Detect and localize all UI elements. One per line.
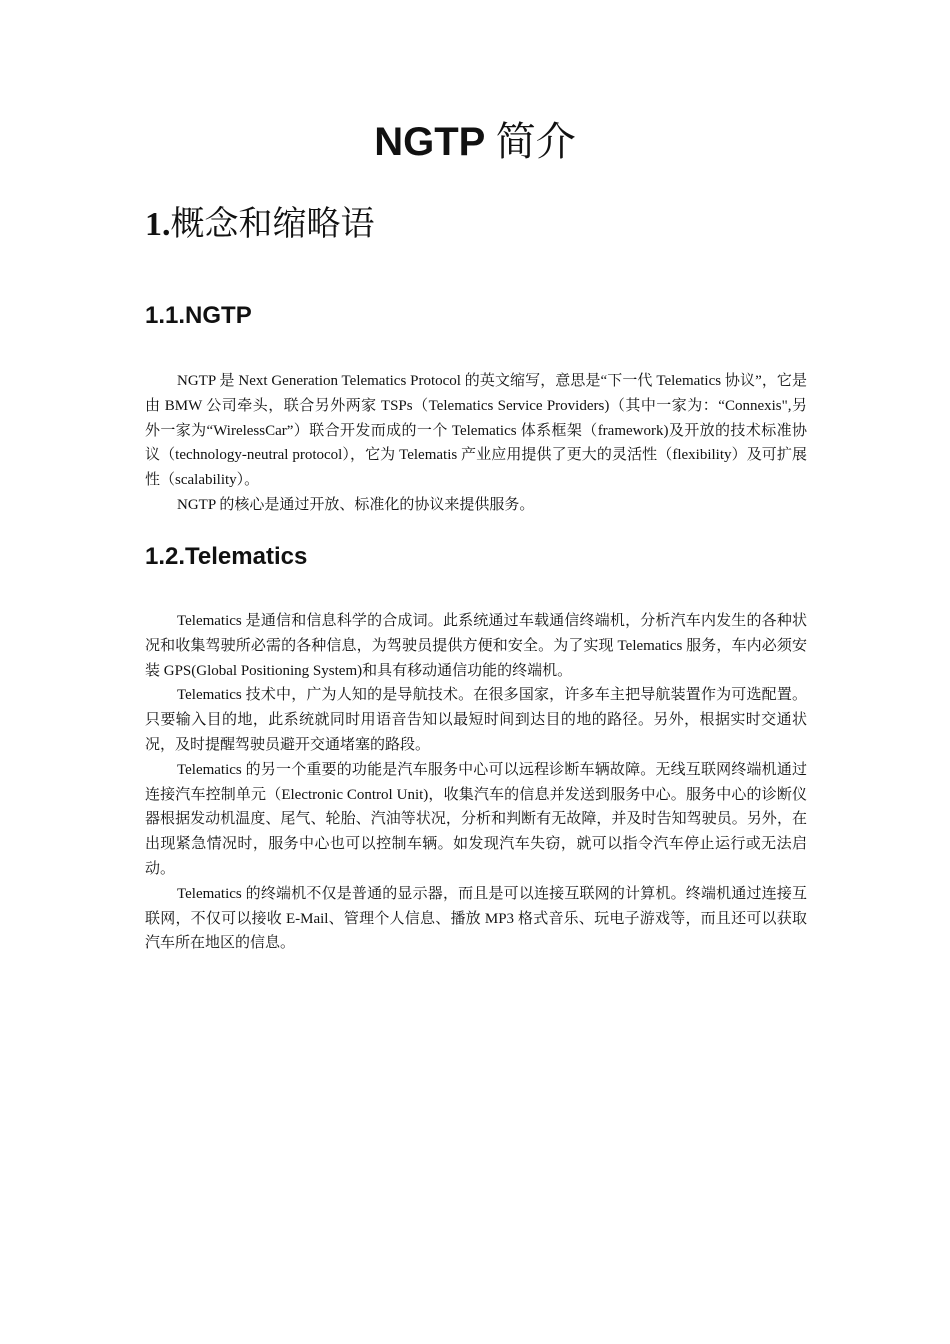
- section-heading-ngtp: 1.1.NGTP: [145, 302, 252, 329]
- page-title-latin: NGTP: [374, 120, 485, 164]
- paragraph: NGTP 的核心是通过开放、标准化的协议来提供服务。: [177, 496, 535, 513]
- chapter-title: 概念和缩略语: [170, 206, 375, 243]
- page-title-cjk: 简介: [495, 119, 576, 165]
- section-heading-telematics: 1.2.Telematics: [145, 543, 308, 570]
- chapter-number: 1.: [145, 206, 171, 243]
- paragraph: Telematics 技术中，广为人知的是导航技术。在很多国家，许多车主把导航装置作为可选配置。只要输入目的地，此系统就同时用语音告知以最短时间到达目的地的路径。另外，根据实时交通状况，及时提醒驾驶员避开交通堵塞的路段。: [145, 687, 807, 753]
- section-body-ngtp: [145, 369, 807, 518]
- section-body-telematics: [145, 609, 807, 956]
- paragraph: Telematics 是通信和信息科学的合成词。此系统通过车载通信终端机，分析汽车内发生的各种状况和收集驾驶所必需的各种信息，为驾驶员提供方便和安全。为了实现 Telematics 服务，车内必须安装 GPS(Global Positioning System)和具有移动通信功能的终端机。: [145, 613, 807, 679]
- paragraph: Telematics 的另一个重要的功能是汽车服务中心可以远程诊断车辆故障。无线互联网终端机通过连接汽车控制单元（Electronic Control Unit)，收集汽车的信息并发送到服务中心。服务中心的诊断仪器根据发动机温度、尾气、轮胎、汽油等状况，分析和判断有无故障，并及时告知驾驶员。另外，在出现紧急情况时，服务中心也可以控制车辆。如发现汽车失窃，就可以指令汽车停止运行或无法启动。: [145, 761, 807, 877]
- paragraph: NGTP 是 Next Generation Telematics Protocol 的英文缩写，意思是“下一代 Telematics 协议”，它是由 BMW 公司牵头，联合另外两家 TSPs（Telematics Service Providers)（其中一家为：“Connexis",另外一家为“WirelessCar”）联合开发而成的一个 Telematics 体系框架（framework)及开放的技术标准协议（technology-neutral protocol），它为 Telematis 产业应用提供了更大的灵活性（flexibility）及可扩展性（scalability）。: [145, 373, 807, 489]
- paragraph: Telematics 的终端机不仅是普通的显示器，而且是可以连接互联网的计算机。终端机通过连接互联网，不仅可以接收 E-Mail、管理个人信息、播放 MP3 格式音乐、玩电子游戏等，而且还可以获取汽车所在地区的信息。: [145, 885, 807, 952]
- page-title: [0, 118, 950, 166]
- chapter-heading: [145, 203, 375, 247]
